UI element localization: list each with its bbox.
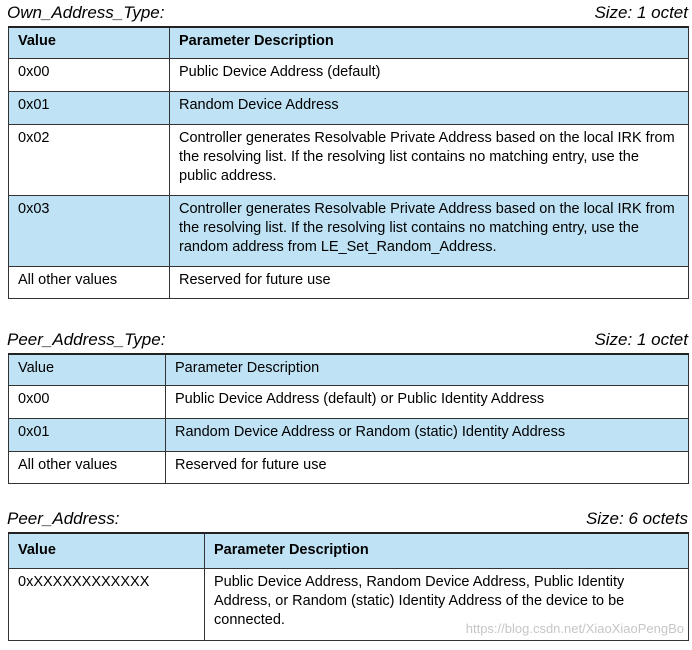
description-cell: Reserved for future use: [170, 266, 689, 298]
description-cell: Random Device Address: [170, 91, 689, 124]
section-size: Size: 1 octet: [594, 330, 688, 349]
section-heading: [0, 506, 692, 532]
section-title: Peer_Address_Type:: [7, 330, 166, 349]
column-header-description: Parameter Description: [170, 27, 689, 58]
section-size: Size: 1 octet: [594, 3, 688, 22]
column-header-value: Value: [9, 354, 166, 385]
description-cell: Random Device Address or Random (static) Identity Address: [166, 418, 689, 451]
description-cell: Public Device Address, Random Device Address, Public Identity Address, or Random (static) Identity Address of the device to be connected.: [205, 568, 689, 640]
table-header-row: [9, 354, 689, 385]
value-cell: 0x02: [9, 124, 170, 195]
column-header-value: Value: [9, 27, 170, 58]
table-row: [9, 418, 689, 451]
value-cell: 0x00: [9, 58, 170, 91]
table-row: [9, 91, 689, 124]
value-cell: 0x01: [9, 91, 170, 124]
description-cell: Public Device Address (default): [170, 58, 689, 91]
section-title: Peer_Address:: [7, 509, 120, 528]
section-title: Own_Address_Type:: [7, 3, 165, 22]
peer-address-type-table: [8, 353, 689, 484]
table-row: [9, 385, 689, 418]
column-header-description: Parameter Description: [205, 533, 689, 568]
table-row: [9, 124, 689, 195]
value-cell: 0x03: [9, 195, 170, 266]
section-size: Size: 6 octets: [585, 509, 688, 528]
value-cell: All other values: [9, 266, 170, 298]
table-header-row: [9, 533, 689, 568]
column-header-description: Parameter Description: [166, 354, 689, 385]
description-cell: Reserved for future use: [166, 451, 689, 483]
value-cell: 0x00: [9, 385, 166, 418]
description-cell: Controller generates Resolvable Private Address based on the local IRK from the resolving list. If the resolving list contains no matching entry, use the public address.: [170, 124, 689, 195]
section-heading: [0, 0, 692, 26]
table-row: [9, 58, 689, 91]
table-header-row: [9, 27, 689, 58]
own-address-type-section: [0, 0, 692, 299]
section-heading: [0, 327, 692, 353]
peer-address-type-section: [0, 327, 692, 484]
own-address-type-table: [8, 26, 689, 299]
value-cell: 0xXXXXXXXXXXXX: [9, 568, 205, 640]
table-row: [9, 195, 689, 266]
table-row: [9, 451, 689, 483]
table-row: [9, 266, 689, 298]
value-cell: All other values: [9, 451, 166, 483]
description-cell: Controller generates Resolvable Private Address based on the local IRK from the resolving list. If the resolving list contains no matching entry, use the random address from LE_Set_Random_Address.: [170, 195, 689, 266]
column-header-value: Value: [9, 533, 205, 568]
watermark: https://blog.csdn.net/XiaoXiaoPengBo: [465, 621, 684, 636]
value-cell: 0x01: [9, 418, 166, 451]
description-cell: Public Device Address (default) or Public Identity Address: [166, 385, 689, 418]
